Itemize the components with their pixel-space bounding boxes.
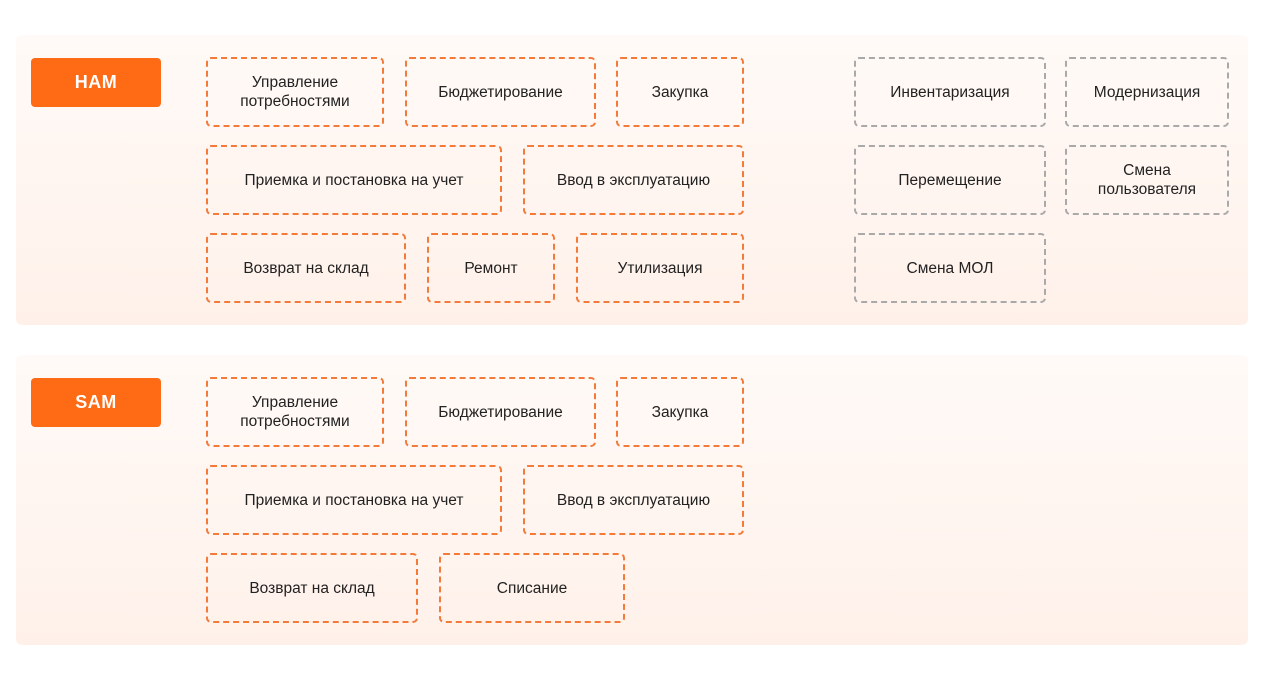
sam-process-budgeting[interactable]: Бюджетирование [405,377,596,447]
ham-process-acceptance[interactable]: Приемка и постановка на учет [206,145,502,215]
ham-process-relocation[interactable]: Перемещение [854,145,1046,215]
sam-badge: SAM [31,378,161,427]
ham-process-commissioning[interactable]: Ввод в эксплуатацию [523,145,744,215]
ham-process-return-to-warehouse[interactable]: Возврат на склад [206,233,406,303]
ham-process-needs-management[interactable]: Управление потребностями [206,57,384,127]
ham-process-budgeting[interactable]: Бюджетирование [405,57,596,127]
sam-process-purchase[interactable]: Закупка [616,377,744,447]
ham-process-inventory[interactable]: Инвентаризация [854,57,1046,127]
ham-process-repair[interactable]: Ремонт [427,233,555,303]
sam-panel [16,355,1248,645]
sam-process-needs-management[interactable]: Управление потребностями [206,377,384,447]
sam-process-acceptance[interactable]: Приемка и постановка на учет [206,465,502,535]
ham-process-upgrade[interactable]: Модернизация [1065,57,1229,127]
sam-process-commissioning[interactable]: Ввод в эксплуатацию [523,465,744,535]
ham-process-purchase[interactable]: Закупка [616,57,744,127]
ham-process-user-change[interactable]: Смена пользователя [1065,145,1229,215]
sam-process-write-off[interactable]: Списание [439,553,625,623]
ham-process-mol-change[interactable]: Смена МОЛ [854,233,1046,303]
ham-panel [16,35,1248,325]
ham-process-disposal[interactable]: Утилизация [576,233,744,303]
ham-badge: HAM [31,58,161,107]
sam-process-return-to-warehouse[interactable]: Возврат на склад [206,553,418,623]
